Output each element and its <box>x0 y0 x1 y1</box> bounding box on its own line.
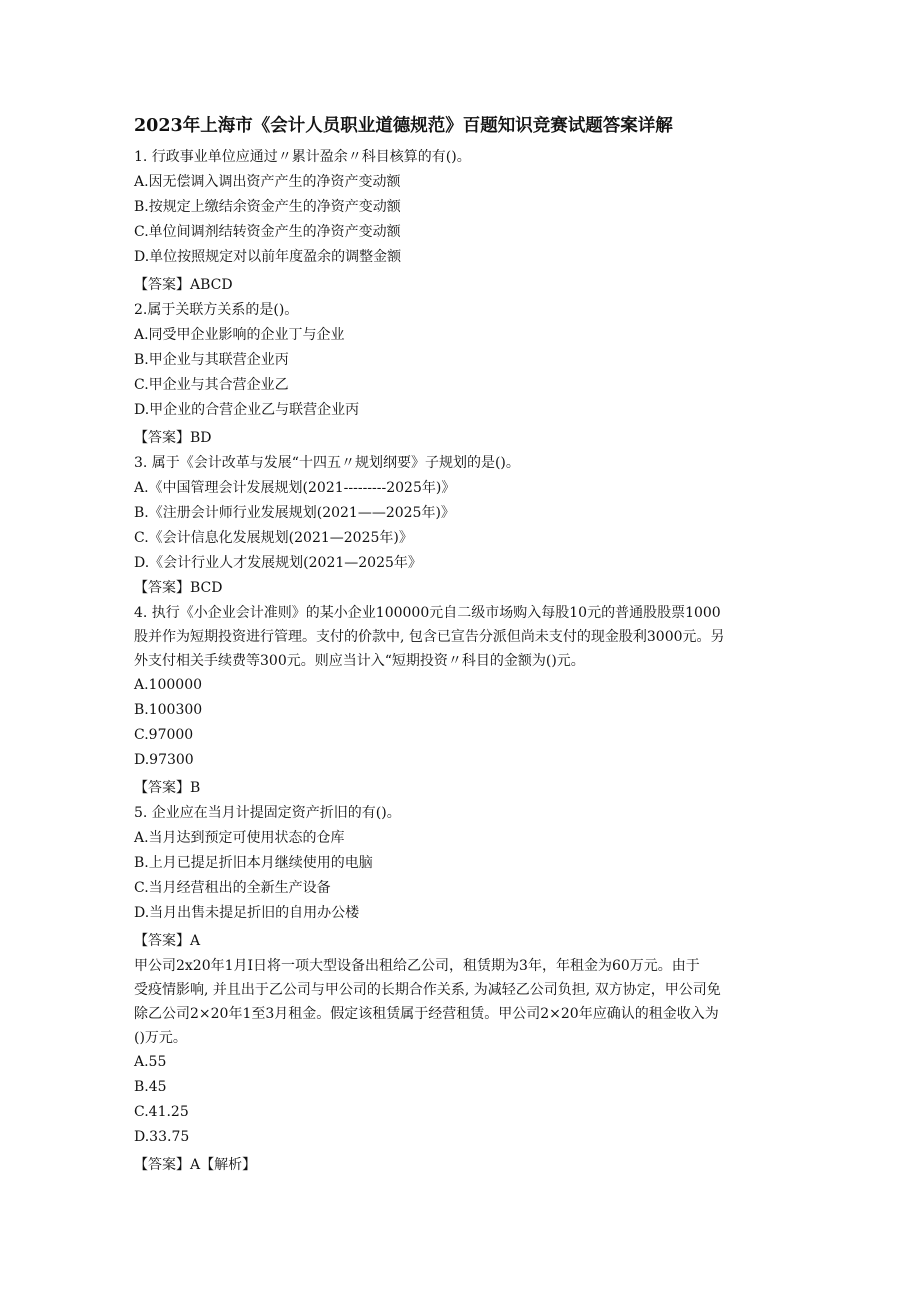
question-stem-line: 4. 执行《小企业会计准则》的某小企业100000元自二级市场购入每股10元的普通股股票1000 <box>134 605 721 621</box>
answer: 【答案】BD <box>134 430 212 446</box>
answer: 【答案】A【解析】 <box>134 1157 257 1173</box>
question-stem-line: 除乙公司2×20年1至3月租金。假定该租赁属于经营租赁。甲公司2×20年应确认的租金收入为 <box>134 1006 719 1022</box>
option-d: D.33.75 <box>134 1129 190 1145</box>
option-b: B.45 <box>134 1079 167 1095</box>
question-stem-line: 甲公司2x20年1月I日将一项大型设备出租给乙公司，租赁期为3年，年租金为60万元。由于 <box>134 958 700 974</box>
option-a: A.《中国管理会计发展规划(2021---------2025年)》 <box>134 480 456 496</box>
option-c: C.41.25 <box>134 1104 189 1120</box>
question-stem: 1. 行政事业单位应通过〃累计盈余〃科目核算的有()。 <box>134 149 471 165</box>
option-c: C.甲企业与其合营企业乙 <box>134 377 289 393</box>
option-b: B.《注册会计师行业发展规划(2021——2025年)》 <box>134 505 455 521</box>
answer: 【答案】ABCD <box>134 277 233 293</box>
option-d: D.甲企业的合营企业乙与联营企业丙 <box>134 402 360 418</box>
option-b: B.100300 <box>134 702 203 718</box>
question-4 <box>134 601 794 801</box>
option-b: B.按规定上缴结余资金产生的净资产变动额 <box>134 199 401 215</box>
question-stem-line: 受疫情影响, 并且出于乙公司与甲公司的长期合作关系, 为减轻乙公司负担, 双方协定，甲公司免 <box>134 982 721 998</box>
question-stem: 2.属于关联方关系的是()。 <box>134 302 299 318</box>
option-c: C.当月经营租出的全新生产设备 <box>134 880 331 896</box>
option-d: D.97300 <box>134 752 194 768</box>
option-c: C.97000 <box>134 727 194 743</box>
option-a: A.100000 <box>134 677 203 693</box>
document-page <box>134 113 794 1178</box>
question-stem-line: 股并作为短期投资进行管理。支付的价款中, 包含已宣告分派但尚未支付的现金股利3000元。另 <box>134 629 725 645</box>
option-d: D.《会计行业人才发展规划(2021—2025年》 <box>134 555 422 571</box>
question-3 <box>134 451 794 601</box>
document-title: 2023年上海市《会计人员职业道德规范》百题知识竞赛试题答案详解 <box>134 116 673 136</box>
answer: 【答案】BCD <box>134 580 223 596</box>
question-1 <box>134 145 794 298</box>
option-c: C.单位间调剂结转资金产生的净资产变动额 <box>134 224 401 240</box>
option-a: A.当月达到预定可使用状态的仓库 <box>134 830 345 846</box>
option-c: C.《会计信息化发展规划(2021—2025年)》 <box>134 530 413 546</box>
option-d: D.当月出售未提足折旧的自用办公楼 <box>134 905 360 921</box>
option-a: A.同受甲企业影响的企业丁与企业 <box>134 327 345 343</box>
question-6 <box>134 954 794 1178</box>
question-stem-line: 外支付相关手续费等300元。则应当计入“短期投资〃科目的金额为()元。 <box>134 653 585 669</box>
option-a: A.因无偿调入调出资产产生的净资产变动额 <box>134 174 401 190</box>
question-stem-line: ()万元。 <box>134 1030 187 1046</box>
answer: 【答案】A <box>134 933 201 949</box>
option-a: A.55 <box>134 1054 167 1070</box>
question-2 <box>134 298 794 451</box>
option-b: B.上月已提足折旧本月继续使用的电脑 <box>134 855 373 871</box>
question-stem: 3. 属于《会计改革与发展“十四五〃规划纲要》子规划的是()。 <box>134 455 520 471</box>
answer: 【答案】B <box>134 780 201 796</box>
question-stem: 5. 企业应在当月计提固定资产折旧的有()。 <box>134 805 401 821</box>
option-b: B.甲企业与其联营企业丙 <box>134 352 289 368</box>
option-d: D.单位按照规定对以前年度盈余的调整金额 <box>134 249 402 265</box>
question-5 <box>134 801 794 954</box>
